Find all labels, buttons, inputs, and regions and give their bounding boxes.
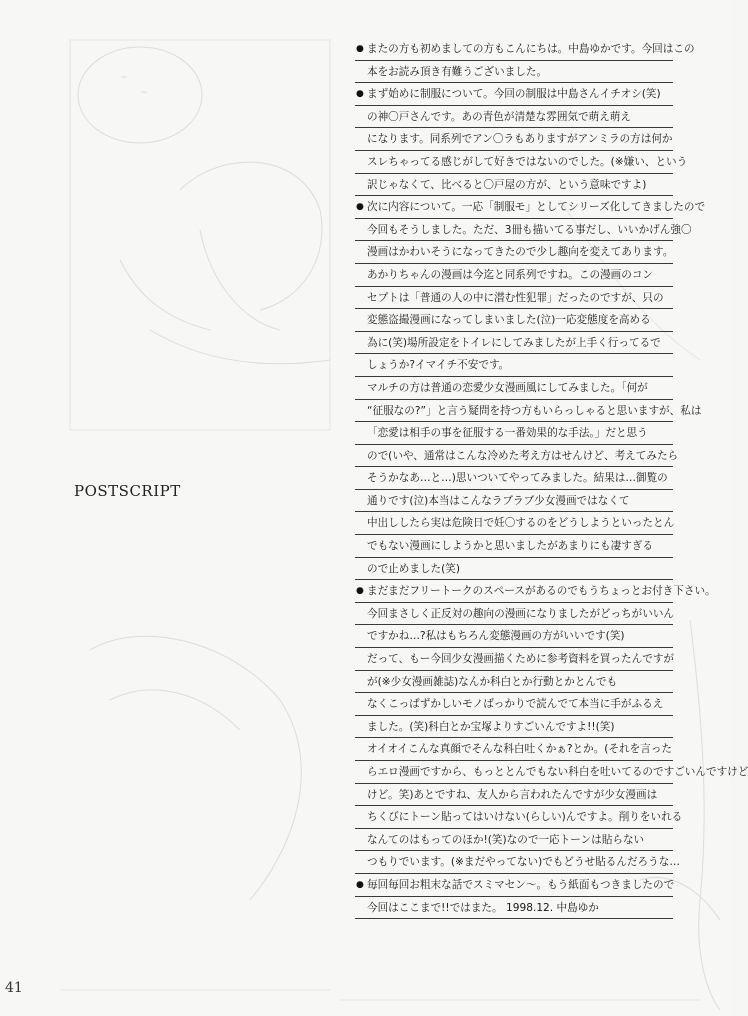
sketch-right-plant	[690, 620, 720, 1010]
note-line: ですかね…?私はもちろん変態漫画の方がいいです(笑)	[355, 625, 673, 648]
sketch-lower-figure	[90, 636, 301, 900]
note-line: 今回まさしく正反対の趣向の漫画になりましたがどっちがいいん	[355, 603, 673, 626]
note-line: でもない漫画にしようかと思いましたがあまりにも凄すぎる	[355, 535, 673, 558]
note-line: なくこっぱずかしいモノばっかりで読んでて本当に手がふるえ	[355, 693, 673, 716]
note-line: そうかなあ…と…)思いついてやってみました。結果は…御覧の	[355, 467, 673, 490]
note-line: 今回はここまで!!ではまた。 1998.12. 中島ゆか	[355, 897, 673, 920]
note-line: 漫画はかわいそうになってきたので少し趣向を変えてあります。	[355, 241, 673, 264]
page-number: 41	[5, 980, 23, 996]
note-line: が(※少女漫画雑誌)なんか科白とか行動とかとんでも	[355, 671, 673, 694]
sketch-figure-arm	[120, 260, 210, 330]
note-line: の神〇戸さんです。あの青色が清楚な雰囲気で萌え萌え	[355, 106, 673, 129]
note-line: 訳じゃなくて、比べると〇戸屋の方が、という意味ですよ)	[355, 174, 673, 197]
note-line-bulleted: ● またの方も初めましての方もこんにちは。中島ゆかです。今回はこの	[355, 38, 673, 61]
sketch-bottom-lines	[60, 990, 700, 1000]
sketch-figure-body	[150, 330, 330, 364]
note-line: ちくびにトーン貼ってはいけない(らしい)んですよ。削りをいれる	[355, 806, 673, 829]
note-line: マルチの方は普通の恋愛少女漫画風にしてみました。「何が	[355, 377, 673, 400]
note-line: 本をお読み頂き有難うございました。	[355, 61, 673, 84]
note-line: なんてのはもってのほか!(笑)なので一応トーンは貼らない	[355, 829, 673, 852]
note-line: だって、もー今回少女漫画描くために参考資料を買ったんですが	[355, 648, 673, 671]
note-line: セプトは「普通の人の中に潜む性犯罪」だったのですが、只の	[355, 287, 673, 310]
note-line: けど。笑)あとですね、友人から言われたんですが少女漫画は	[355, 784, 673, 807]
postscript-title: POSTSCRIPT	[74, 482, 181, 500]
note-line: あかりちゃんの漫画は今迄と同系列ですね。この漫画のコン	[355, 264, 673, 287]
note-line: になります。同系列でアン〇ラもありますがアンミラの方は何か	[355, 128, 673, 151]
sketch-lower-hair	[110, 690, 240, 730]
note-line: 中出ししたら実は危険日で妊〇するのをどうしようといったとん	[355, 512, 673, 535]
note-line: オイオイこんな真顔でそんな科白吐くかぁ?とか。(それを言った	[355, 738, 673, 761]
note-line: 今回もそうしました。ただ、3冊も描いてる事だし、いいかげん強〇	[355, 219, 673, 242]
sketch-panel-frame	[70, 40, 330, 430]
note-line-bulleted: ● まだまだフリートークのスペースがあるのでもうちょっとお付き下さい。	[355, 580, 673, 603]
notes-text-block	[355, 38, 748, 919]
note-line: “征服なの?”」と言う疑問を持つ方もいらっしゃると思いますが、私は	[355, 400, 673, 423]
note-line: つもりでいます。(※まだやってない)でもどうせ貼るんだろうな…	[355, 851, 673, 874]
sketch-bubble-mark: ~	[120, 73, 128, 83]
sketch-bubble-mark: ~	[140, 88, 148, 98]
note-line: らエロ漫画ですから、もっととんでもない科白を吐いてるのですごいんですけど	[355, 761, 673, 784]
note-line: ました。(笑)科白とか宝塚よりすごいんですよ!!(笑)	[355, 716, 673, 739]
sketch-figure-face	[200, 230, 280, 330]
note-line-bulleted: ● 毎回毎回お粗末な話でスミマセン〜。もう紙面もつきましたので	[355, 874, 673, 897]
note-line: ので(いや、通常はこんな冷めた考え方はせんけど、考えてみたら	[355, 445, 673, 468]
note-line: スレちゃってる感じがして好きではないのでした。(※嫌い、という	[355, 151, 673, 174]
note-line-bulleted: ● 次に内容について。一応「制服モ」としてシリーズ化してきましたので	[355, 196, 673, 219]
note-line: 通りです(泣)本当はこんなラブラブ少女漫画ではなくて	[355, 490, 673, 513]
note-line: 変態盗撮漫画になってしまいました(泣)一応変態度を高める	[355, 309, 673, 332]
note-line: 「恋愛は相手の事を征服する一番効果的な手法。」だと思う	[355, 422, 673, 445]
note-line: ので止めました(笑)	[355, 558, 673, 581]
note-line: しょうか?イマイチ不安です。	[355, 354, 673, 377]
note-line-bulleted: ● まず始めに制服について。今回の制服は中島さんイチオシ(笑)	[355, 83, 673, 106]
note-line: 為に(笑)場所設定をトイレにしてみましたが上手く行ってるで	[355, 332, 673, 355]
